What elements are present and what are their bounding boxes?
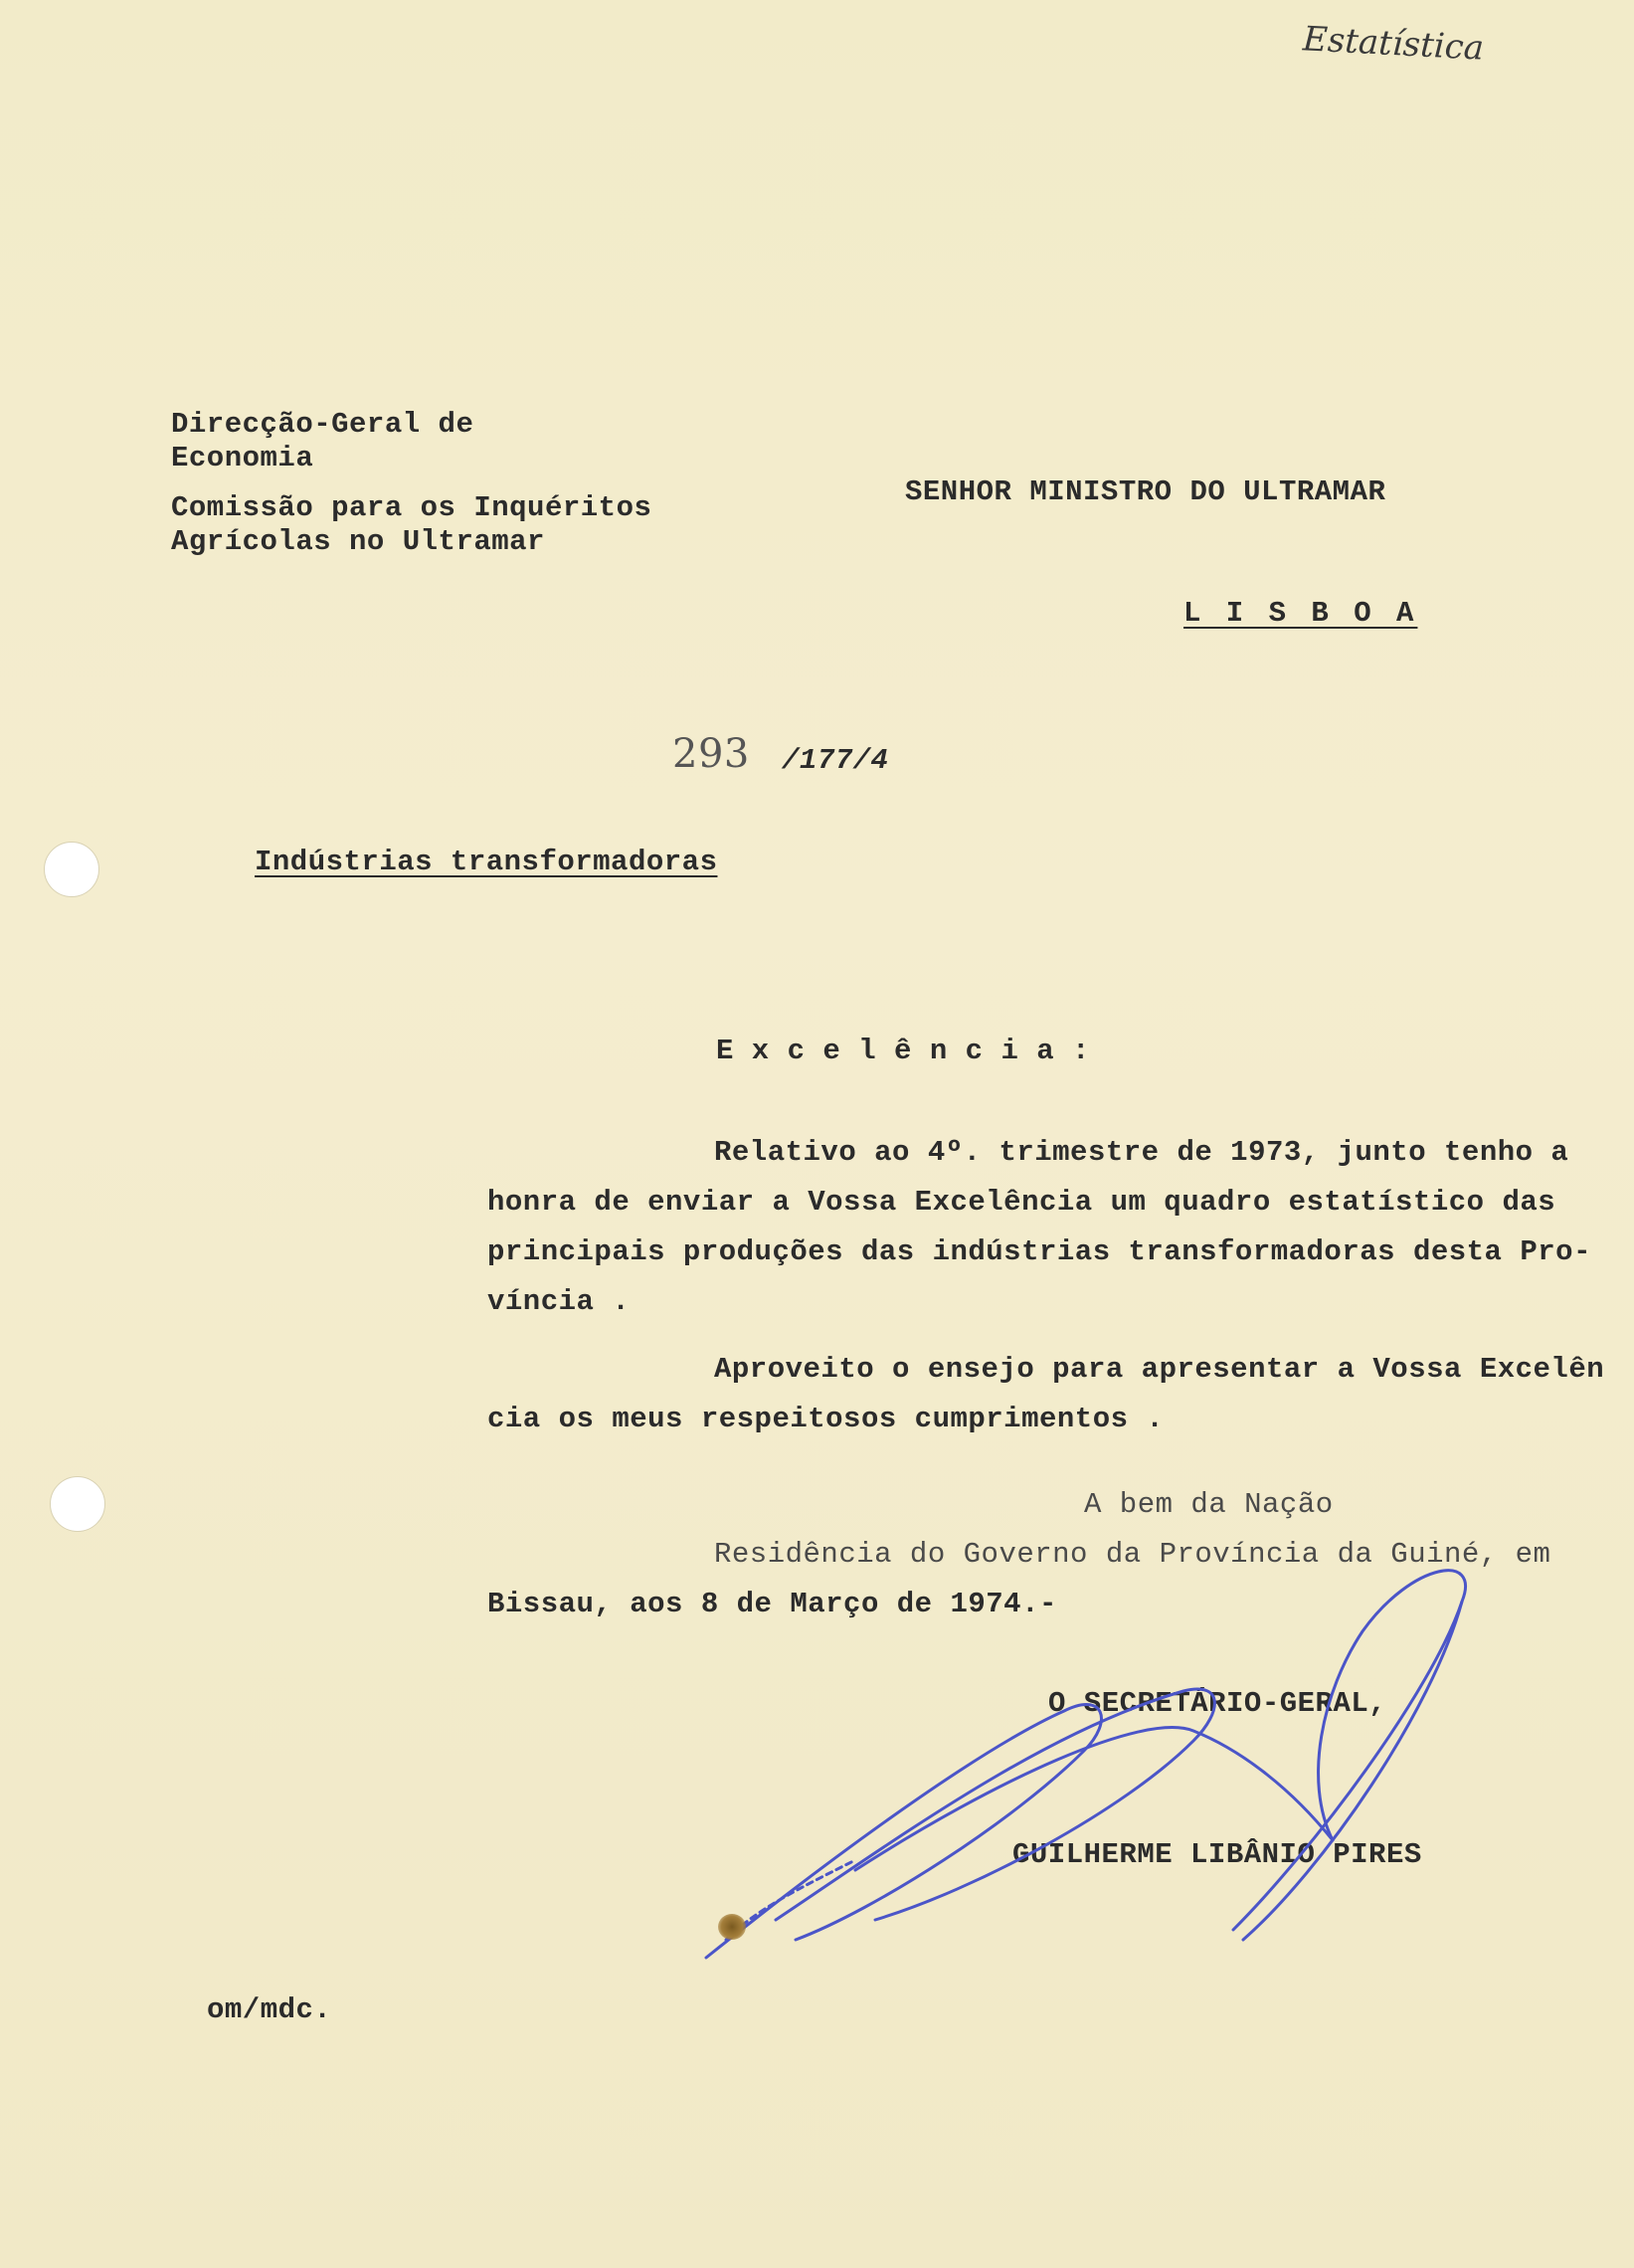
sender-line-4: Agrícolas no Ultramar <box>171 525 545 558</box>
body-line: principais produções das indústrias transformadoras desta Pro- <box>487 1235 1591 1268</box>
ink-stain <box>718 1914 746 1940</box>
corner-note: Estatística <box>1302 19 1485 69</box>
sender-line-3: Comissão para os Inquéritos <box>171 491 652 524</box>
sender-line-2: Economia <box>171 442 314 474</box>
reference-code: /177/4 <box>782 744 889 777</box>
addressee-title: SENHOR MINISTRO DO ULTRAMAR <box>905 475 1386 508</box>
footer-reference: om/mdc. <box>207 1993 332 2026</box>
sender-line-1: Direcção-Geral de <box>171 408 474 441</box>
signatory-name: GUILHERME LIBÂNIO PIRES <box>1012 1838 1422 1871</box>
subject-line: Indústrias transformadoras <box>255 846 718 878</box>
reference-stamp-number: 293 <box>672 731 750 777</box>
body-line: víncia . <box>487 1285 631 1318</box>
addressee-city: L I S B O A <box>1183 597 1418 630</box>
signatory-role: O SECRETÁRIO-GERAL, <box>1048 1687 1387 1720</box>
body-line: Aproveito o ensejo para apresentar a Vossa Excelên <box>714 1353 1605 1386</box>
closing-motto: A bem da Nação <box>1084 1488 1334 1521</box>
salutation: E x c e l ê n c i a : <box>716 1035 1090 1067</box>
body-line: Relativo ao 4º. trimestre de 1973, junto tenho a <box>714 1136 1569 1169</box>
body-line: cia os meus respeitosos cumprimentos . <box>487 1403 1165 1435</box>
closing-place-line-2: Bissau, aos 8 de Março de 1974.- <box>487 1588 1057 1620</box>
body-line: honra de enviar a Vossa Excelência um quadro estatístico das <box>487 1186 1556 1219</box>
closing-place-line-1: Residência do Governo da Província da Guiné, em <box>714 1538 1551 1571</box>
